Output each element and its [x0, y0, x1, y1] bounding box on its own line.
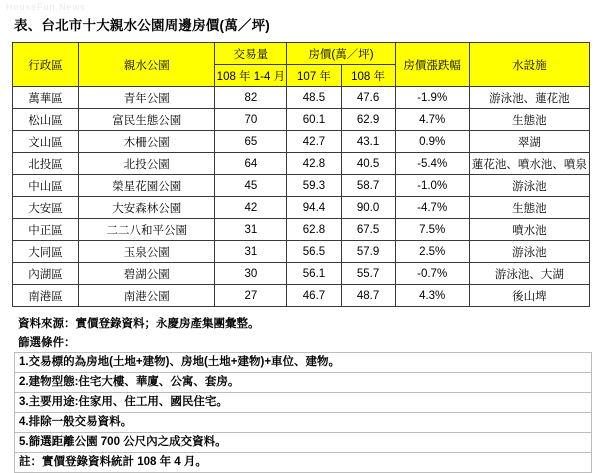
header-volume-period: 108 年 1-4 月	[215, 65, 287, 87]
cell-park: 榮星花園公園	[79, 175, 215, 197]
cell-change: -4.7%	[395, 197, 469, 219]
footnote: 註：實價登錄資料統計 108 年 4 月。	[14, 452, 592, 473]
cell-price-108: 57.9	[341, 241, 395, 263]
watermark: HouseFun.News	[6, 2, 86, 12]
cell-change: 0.9%	[395, 131, 469, 153]
criteria-item: 3.主要用途:住家用、住工用、國民住宅。	[14, 392, 592, 412]
header-price: 房價(萬／坪)	[287, 43, 395, 65]
header-volume: 交易量	[215, 43, 287, 65]
cell-volume: 31	[215, 241, 287, 263]
cell-volume: 82	[215, 87, 287, 109]
cell-park: 木柵公園	[79, 131, 215, 153]
cell-facility: 後山埤	[469, 285, 589, 307]
cell-price-108: 62.9	[341, 109, 395, 131]
cell-park: 碧湖公園	[79, 263, 215, 285]
header-park: 親水公園	[79, 43, 215, 87]
cell-volume: 70	[215, 109, 287, 131]
header-price-108: 108 年	[341, 65, 395, 87]
cell-change: -1.0%	[395, 175, 469, 197]
cell-district: 松山區	[13, 109, 79, 131]
notes-section	[14, 314, 590, 473]
cell-facility: 蓮花池、噴水池、噴泉	[469, 153, 589, 175]
header-change: 房價漲跌幅	[395, 43, 469, 87]
cell-facility: 游泳池	[469, 175, 589, 197]
cell-volume: 31	[215, 219, 287, 241]
cell-district: 中正區	[13, 219, 79, 241]
table-row	[13, 219, 590, 241]
cell-facility: 噴水池	[469, 219, 589, 241]
cell-price-107: 42.8	[287, 153, 341, 175]
page-title: 表、台北市十大親水公園周邊房價(萬／坪)	[14, 18, 270, 33]
cell-facility: 游泳池、大湖	[469, 263, 589, 285]
cell-volume: 65	[215, 131, 287, 153]
table-row	[13, 131, 590, 153]
cell-change: -5.4%	[395, 153, 469, 175]
cell-district: 南港區	[13, 285, 79, 307]
cell-price-108: 40.5	[341, 153, 395, 175]
park-price-table	[12, 42, 590, 307]
table-row	[13, 263, 590, 285]
cell-price-107: 48.5	[287, 87, 341, 109]
cell-facility: 生態池	[469, 109, 589, 131]
table-row	[13, 285, 590, 307]
cell-facility: 游泳池	[469, 241, 589, 263]
cell-park: 青年公園	[79, 87, 215, 109]
table-row	[13, 109, 590, 131]
header-facility: 水設施	[469, 43, 589, 87]
cell-price-107: 60.1	[287, 109, 341, 131]
cell-park: 北投公園	[79, 153, 215, 175]
cell-volume: 64	[215, 153, 287, 175]
cell-price-107: 42.7	[287, 131, 341, 153]
source-note: 資料來源：實價登錄資料；永慶房產集團彙整。	[18, 318, 260, 330]
cell-change: -1.9%	[395, 87, 469, 109]
cell-park: 富民生態公園	[79, 109, 215, 131]
cell-park: 大安森林公園	[79, 197, 215, 219]
cell-facility: 生態池	[469, 197, 589, 219]
criteria-item: 2.建物型態:住宅大樓、華廈、公寓、套房。	[14, 372, 592, 392]
criteria-title: 篩選條件：	[18, 337, 76, 349]
cell-district: 中山區	[13, 175, 79, 197]
cell-price-108: 67.5	[341, 219, 395, 241]
cell-district: 大安區	[13, 197, 79, 219]
cell-volume: 45	[215, 175, 287, 197]
table-row	[13, 87, 590, 109]
cell-price-108: 58.7	[341, 175, 395, 197]
table-header-row-1	[13, 43, 590, 65]
cell-price-107: 59.3	[287, 175, 341, 197]
table-row	[13, 153, 590, 175]
criteria-item: 4.排除一般交易資料。	[14, 412, 592, 432]
table-row	[13, 197, 590, 219]
cell-change: 4.7%	[395, 109, 469, 131]
cell-price-107: 62.8	[287, 219, 341, 241]
cell-district: 內湖區	[13, 263, 79, 285]
cell-change: -0.7%	[395, 263, 469, 285]
cell-district: 北投區	[13, 153, 79, 175]
cell-change: 2.5%	[395, 241, 469, 263]
cell-park: 南港公園	[79, 285, 215, 307]
cell-park: 二二八和平公園	[79, 219, 215, 241]
header-price-107: 107 年	[287, 65, 341, 87]
table-body	[13, 87, 590, 307]
cell-change: 7.5%	[395, 219, 469, 241]
cell-facility: 游泳池、蓮花池	[469, 87, 589, 109]
cell-district: 文山區	[13, 131, 79, 153]
cell-volume: 30	[215, 263, 287, 285]
cell-price-108: 47.6	[341, 87, 395, 109]
table-row	[13, 175, 590, 197]
cell-price-107: 46.7	[287, 285, 341, 307]
criteria-item: 5.篩選距離公園 700 公尺內之成交資料。	[14, 432, 592, 452]
cell-district: 大同區	[13, 241, 79, 263]
cell-price-107: 94.4	[287, 197, 341, 219]
cell-price-108: 90.0	[341, 197, 395, 219]
cell-price-108: 48.7	[341, 285, 395, 307]
cell-park: 玉泉公園	[79, 241, 215, 263]
table-row	[13, 241, 590, 263]
cell-price-107: 56.1	[287, 263, 341, 285]
table-header	[13, 43, 590, 87]
cell-district: 萬華區	[13, 87, 79, 109]
cell-price-108: 55.7	[341, 263, 395, 285]
cell-volume: 27	[215, 285, 287, 307]
cell-price-108: 43.1	[341, 131, 395, 153]
header-district: 行政區	[13, 43, 79, 87]
cell-facility: 翠湖	[469, 131, 589, 153]
cell-price-107: 56.5	[287, 241, 341, 263]
cell-volume: 42	[215, 197, 287, 219]
criteria-item: 1.交易標的為房地(土地+建物)、房地(土地+建物)+車位、建物。	[14, 352, 592, 372]
cell-change: 4.3%	[395, 285, 469, 307]
